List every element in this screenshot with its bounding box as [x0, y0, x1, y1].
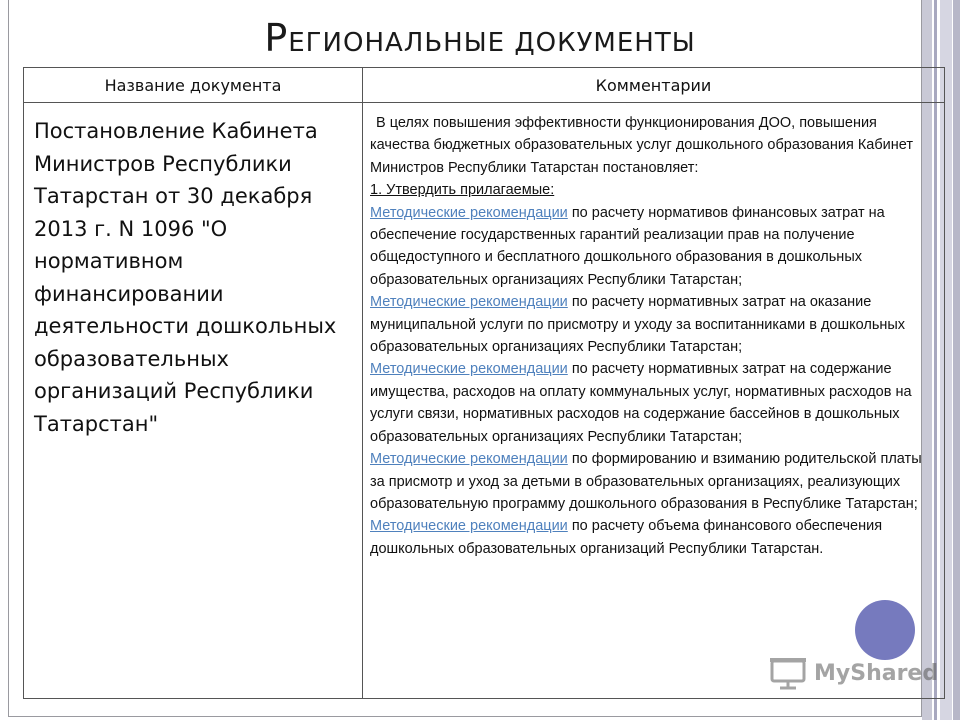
decorative-stripe: [953, 0, 960, 720]
methodical-recommendations-link[interactable]: Методические рекомендации: [370, 204, 568, 221]
methodical-recommendations-link[interactable]: Методические рекомендации: [370, 294, 568, 311]
slide-title-rest: ЕГИОНАЛЬНЫЕ ДОКУМЕНТЫ: [288, 28, 696, 58]
list-item: [370, 358, 936, 448]
column-header-comments: Комментарии: [363, 68, 945, 103]
list-item-text: по расчету нормативных затрат на содержание имущества, расходов на оплату коммунальных услуг, нормативных расходов на услуги связи, нормативных расходов на содержание бассейнов в дошкольных образовательных организациях Республики Татарстан;: [370, 361, 912, 445]
comment-cell: [363, 103, 945, 699]
list-item: [370, 448, 936, 515]
documents-table: [23, 67, 945, 699]
comment-intro: В целях повышения эффективности функционирования ДОО, повышения качества бюджетных образовательных услуг дошкольного образования Кабинет Министров Республики Татарстан постановляет:: [370, 115, 914, 176]
list-item: [370, 291, 936, 358]
list-item: [370, 202, 936, 292]
comment-text: [363, 103, 944, 560]
list-item-text: по расчету нормативов финансовых затрат на обеспечение государственных гарантий реализации прав на получение общедоступного и бесплатного дошкольного образования в дошкольных образовательных организациях Республики Татарстан;: [370, 204, 885, 288]
methodical-recommendations-link[interactable]: Методические рекомендации: [370, 451, 568, 468]
table-header-row: [24, 68, 945, 103]
methodical-recommendations-link[interactable]: Методические рекомендации: [370, 518, 568, 535]
list-item-text: по формированию и взиманию родительской платы за присмотр и уход за детьми в образовательных организациях, реализующих образовательную программу дошкольного образования в Республике Татарстан;: [370, 451, 922, 512]
watermark: [768, 655, 938, 691]
slide-title: [0, 16, 960, 60]
watermark-text: MyShared: [814, 660, 939, 686]
decorative-circle: [855, 600, 915, 660]
list-item-text: по расчету нормативных затрат на оказание муниципальной услуги по присмотру и уходу за воспитанниками в дошкольных образовательных организациях Республики Татарстан;: [370, 294, 906, 356]
document-name-cell: [24, 103, 363, 699]
presentation-board-icon: [768, 656, 808, 690]
slide-title-initial: Р: [264, 16, 289, 60]
table-row: [24, 103, 945, 699]
comment-approve: 1. Утвердить прилагаемые:: [370, 182, 555, 199]
list-item-text: по расчету объема финансового обеспечения дошкольных образовательных организаций Республики Татарстан.: [370, 518, 883, 557]
methodical-recommendations-link[interactable]: Методические рекомендации: [370, 361, 568, 378]
document-name: Постановление Кабинета Министров Республики Татарстан от 30 декабря 2013 г. N 1096 "О нормативном финансировании деятельности дошкольных образовательных организаций Республики Татарстан": [34, 119, 337, 436]
list-item: [370, 515, 936, 560]
column-header-document-name: Название документа: [24, 68, 363, 103]
